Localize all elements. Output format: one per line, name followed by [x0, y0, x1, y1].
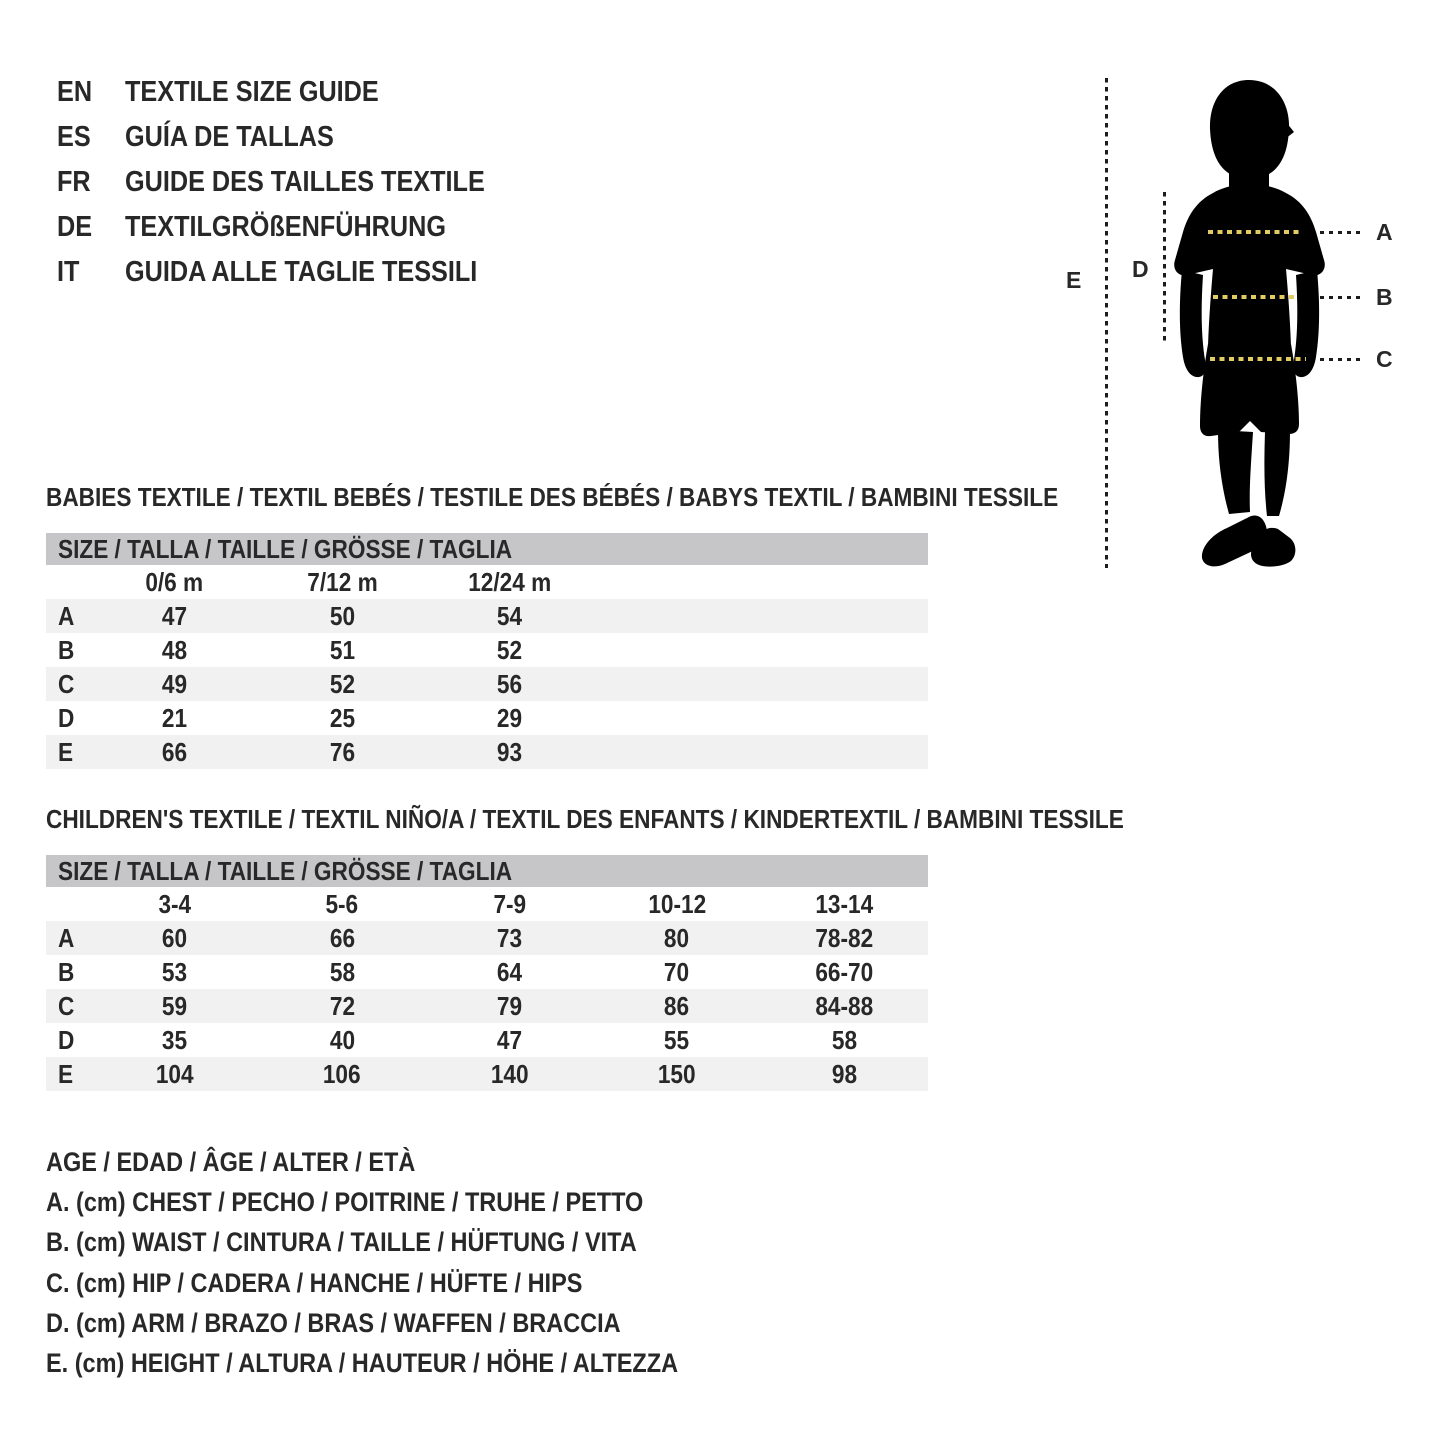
size-value: 55: [664, 1024, 690, 1055]
language-row: [57, 250, 539, 295]
babies-size-header-bar: SIZE / TALLA / TAILLE / GRÖSSE / TAGLIA: [46, 533, 928, 565]
size-value: [761, 601, 928, 632]
row-label: E: [58, 736, 74, 767]
size-value: [761, 635, 928, 666]
language-title: TEXTILE SIZE GUIDE: [125, 76, 379, 108]
children-size-header-bar: SIZE / TALLA / TAILLE / GRÖSSE / TAGLIA: [46, 855, 928, 887]
legend-line: AGE / EDAD / ÂGE / ALTER / ETÀ: [46, 1146, 416, 1177]
table-row-E: [46, 1057, 928, 1091]
size-value: 66: [329, 922, 355, 953]
size-value: 56: [496, 668, 523, 699]
language-title-list: [57, 70, 539, 295]
size-value: 79: [496, 990, 523, 1021]
column-header: 0/6 m: [145, 566, 204, 597]
children-size-table: [46, 855, 928, 1091]
size-value: 21: [162, 702, 188, 733]
column-header-row: [46, 565, 928, 599]
column-header: 12/24 m: [467, 566, 551, 597]
size-value: 73: [496, 922, 523, 953]
size-value: [593, 737, 760, 768]
language-code: IT: [57, 256, 80, 288]
size-value: [593, 601, 760, 632]
row-label: B: [58, 956, 75, 987]
table-row-E: [46, 735, 928, 769]
hip-leader-line-C: [1320, 358, 1362, 361]
legend-line: A. (cm) CHEST / PECHO / POITRINE / TRUHE / PETTO: [46, 1186, 644, 1217]
size-value: 25: [329, 702, 355, 733]
size-value: 86: [664, 990, 690, 1021]
size-value: 40: [329, 1024, 355, 1055]
size-value: 53: [162, 956, 188, 987]
row-label: A: [58, 600, 75, 631]
row-label: E: [58, 1058, 74, 1089]
children-table-title: CHILDREN'S TEXTILE / TEXTIL NIÑO/A / TEXTIL DES ENFANTS / KINDERTEXTIL / BAMBINI TESSILE: [46, 804, 1124, 834]
size-value: [593, 635, 760, 666]
chest-measure-line-A: [1208, 230, 1302, 234]
size-value: 50: [329, 600, 355, 631]
waist-leader-line-B: [1320, 296, 1362, 299]
language-code: ES: [57, 121, 91, 153]
language-title: GUIDA ALLE TAGLIE TESSILI: [125, 256, 478, 288]
size-value: 35: [162, 1024, 188, 1055]
size-value: 98: [831, 1058, 857, 1089]
size-value: 80: [664, 922, 690, 953]
language-row: [57, 205, 539, 250]
legend-line: E. (cm) HEIGHT / ALTURA / HAUTEUR / HÖHE / ALTEZZA: [46, 1348, 679, 1379]
language-row: [57, 70, 539, 115]
size-value: [761, 703, 928, 734]
size-value: 54: [496, 600, 523, 631]
size-value: 59: [162, 990, 188, 1021]
size-value: 104: [155, 1058, 194, 1089]
language-title: GUIDE DES TAILLES TEXTILE: [125, 166, 485, 198]
column-header: [593, 567, 760, 598]
size-value: 47: [496, 1024, 523, 1055]
legend-line: C. (cm) HIP / CADERA / HANCHE / HÜFTE / HIPS: [46, 1267, 583, 1298]
row-label: D: [58, 702, 75, 733]
measure-label-D: D: [1132, 256, 1149, 282]
table-row-B: [46, 633, 928, 667]
row-label: B: [58, 634, 75, 665]
size-value: 52: [329, 668, 355, 699]
size-value: 60: [162, 922, 188, 953]
table-row-A: [46, 921, 928, 955]
language-code: FR: [57, 166, 91, 198]
size-value: [593, 669, 760, 700]
size-value: 49: [162, 668, 188, 699]
size-value: 52: [496, 634, 523, 665]
column-header: 5-6: [325, 888, 359, 919]
arm-measure-line-D: [1163, 192, 1166, 345]
hip-measure-line-C: [1210, 357, 1306, 361]
row-label: C: [58, 668, 75, 699]
size-value: 48: [162, 634, 188, 665]
size-value: 72: [329, 990, 355, 1021]
table-row-B: [46, 955, 928, 989]
size-value: 150: [657, 1058, 696, 1089]
size-value: 58: [831, 1024, 857, 1055]
size-value: 106: [323, 1058, 361, 1089]
measure-label-A: A: [1376, 219, 1393, 245]
table-row-D: [46, 701, 928, 735]
column-header: 7/12 m: [306, 566, 378, 597]
language-code: EN: [57, 76, 93, 108]
language-title: TEXTILGRÖßENFÜHRUNG: [125, 211, 446, 243]
size-value: [593, 703, 760, 734]
row-label: D: [58, 1024, 75, 1055]
measurement-legend: [46, 1142, 772, 1384]
table-row-D: [46, 1023, 928, 1057]
size-value: 29: [496, 702, 523, 733]
table-row-A: [46, 599, 928, 633]
language-row: [57, 160, 539, 205]
size-value: [761, 669, 928, 700]
measure-label-C: C: [1376, 346, 1393, 372]
column-header: [761, 567, 928, 598]
size-value: 70: [664, 956, 690, 987]
size-value: 84-88: [815, 990, 874, 1021]
table-row-C: [46, 989, 928, 1023]
column-header-row: [46, 887, 928, 921]
language-title: GUÍA DE TALLAS: [125, 121, 334, 153]
size-value: 93: [496, 736, 523, 767]
size-value: 78-82: [815, 922, 874, 953]
row-label: C: [58, 990, 75, 1021]
size-value: 66-70: [815, 956, 874, 987]
column-header: 10-12: [647, 888, 706, 919]
table-row-C: [46, 667, 928, 701]
row-label-spacer: [46, 889, 91, 920]
size-value: 66: [162, 736, 188, 767]
row-label: A: [58, 922, 75, 953]
column-header: 7-9: [493, 888, 526, 919]
row-label-spacer: [46, 567, 91, 598]
legend-line: D. (cm) ARM / BRAZO / BRAS / WAFFEN / BRACCIA: [46, 1307, 621, 1338]
babies-table-title: BABIES TEXTILE / TEXTIL BEBÉS / TESTILE DES BÉBÉS / BABYS TEXTIL / BAMBINI TESSILE: [46, 482, 1059, 512]
size-value: [761, 737, 928, 768]
language-code: DE: [57, 211, 93, 243]
waist-measure-line-B: [1213, 295, 1297, 299]
column-header: 3-4: [158, 888, 192, 919]
size-value: 76: [329, 736, 355, 767]
size-value: 64: [496, 956, 523, 987]
measure-label-E: E: [1066, 267, 1082, 293]
chest-leader-line-A: [1320, 231, 1362, 234]
column-header: 13-14: [815, 888, 874, 919]
size-value: 47: [162, 600, 188, 631]
legend-line: B. (cm) WAIST / CINTURA / TAILLE / HÜFTUNG / VITA: [46, 1227, 637, 1258]
measure-label-B: B: [1376, 284, 1393, 310]
language-row: [57, 115, 539, 160]
babies-size-table: [46, 533, 928, 769]
size-value: 58: [329, 956, 355, 987]
size-value: 140: [490, 1058, 529, 1089]
size-value: 51: [329, 634, 355, 665]
